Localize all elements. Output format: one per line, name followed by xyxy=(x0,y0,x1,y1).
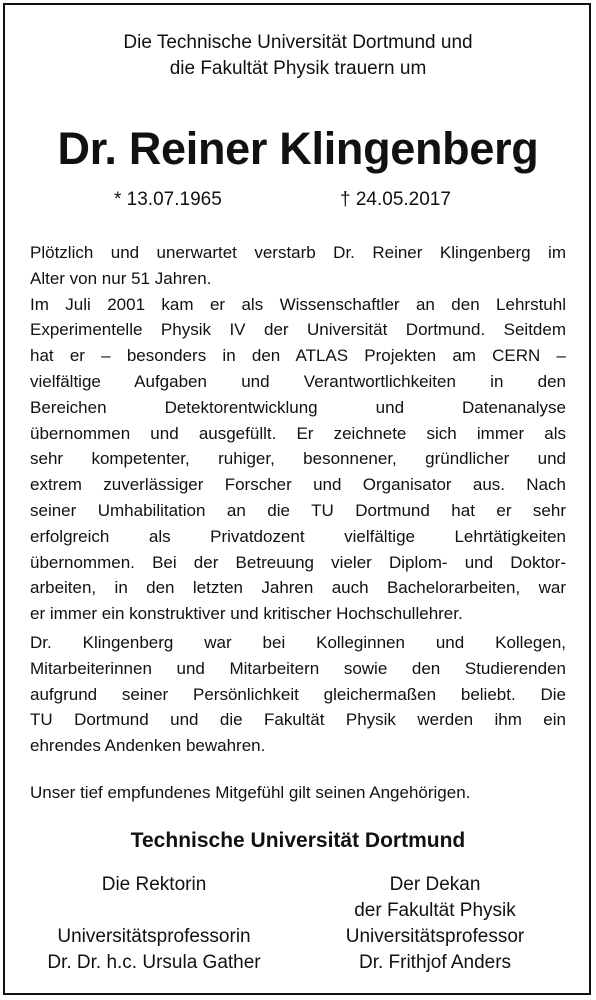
text-line: hat er – besonders in den ATLAS Projekten am CERN – xyxy=(30,346,566,366)
signatory-name: Dr. Frithjof Anders xyxy=(358,952,512,973)
deceased-name: Dr. Reiner Klingenberg xyxy=(57,123,539,174)
text-line: übernommen. Bei der Betreuung vieler Diplom- und Doktor- xyxy=(30,552,566,572)
text-line: arbeiten, in den letzten Jahren auch Bachelorarbeiten, war xyxy=(30,578,566,598)
signatory-title: Universitätsprofessorin xyxy=(57,926,251,947)
intro-line-2: die Fakultät Physik trauern um xyxy=(169,58,427,79)
intro-line-1: Die Technische Universität Dortmund und xyxy=(123,32,473,53)
intro-text xyxy=(0,30,596,82)
text-line: Mitarbeiterinnen und Mitarbeitern sowie den Studierenden xyxy=(30,658,566,678)
text-line: aufgrund seiner Persönlichkeit gleichermaßen beliebt. Die xyxy=(30,684,566,704)
condolence-line xyxy=(30,780,566,806)
text-line: Im Juli 2001 kam er als Wissenschaftler an den Lehrstuhl xyxy=(30,294,566,314)
text-line: er immer ein konstruktiver und kritischer Hochschullehrer. xyxy=(30,604,463,624)
life-dates xyxy=(0,186,596,214)
signatory-title: Universitätsprofessor xyxy=(345,926,525,947)
death-date: † 24.05.2017 xyxy=(340,189,451,210)
text-line: vielfältige Aufgaben und Verantwortlichkeiten in den xyxy=(30,371,566,391)
signatory-name: Dr. Dr. h.c. Ursula Gather xyxy=(47,952,261,973)
obituary-paragraph-1 xyxy=(30,240,566,627)
text-line: Experimentelle Physik IV der Universität Dortmund. Seitdem xyxy=(30,320,566,340)
signatory-role: Der Dekan xyxy=(389,874,481,895)
signatory-left xyxy=(20,872,288,976)
text-line: sehr kompetenter, ruhiger, besonnener, gründlicher und xyxy=(30,449,566,469)
text-line: Unser tief empfundenes Mitgefühl gilt seinen Angehörigen. xyxy=(30,783,471,802)
birth-date: * 13.07.1965 xyxy=(114,189,222,210)
text-line: erfolgreich als Privatdozent vielfältige Lehrtätigkeiten xyxy=(30,526,566,546)
text-line: Alter von nur 51 Jahren. xyxy=(30,268,212,288)
text-line: TU Dortmund und die Fakultät Physik werden ihm ein xyxy=(30,710,566,730)
text-line: Bereichen Detektorentwicklung und Datenanalyse xyxy=(30,397,566,417)
signatory-role: Die Rektorin xyxy=(101,874,207,895)
text-line: Dr. Klingenberg war bei Kolleginnen und Kollegen, xyxy=(30,633,566,652)
signatory-right xyxy=(302,872,568,976)
text-line: extrem zuverlässiger Forscher und Organisator aus. Nach xyxy=(30,475,566,495)
text-line: Plötzlich und unerwartet verstarb Dr. Reiner Klingenberg im xyxy=(30,243,566,262)
signatory-faculty: der Fakultät Physik xyxy=(354,900,516,921)
obituary-paragraph-2 xyxy=(30,630,566,759)
organization-name: Technische Universität Dortmund xyxy=(130,829,466,852)
text-line: übernommen und ausgefüllt. Er zeichnete sich immer als xyxy=(30,423,566,443)
text-line: seiner Umhabilitation an die TU Dortmund hat er sehr xyxy=(30,500,566,520)
text-line: ehrendes Andenken bewahren. xyxy=(30,736,266,756)
